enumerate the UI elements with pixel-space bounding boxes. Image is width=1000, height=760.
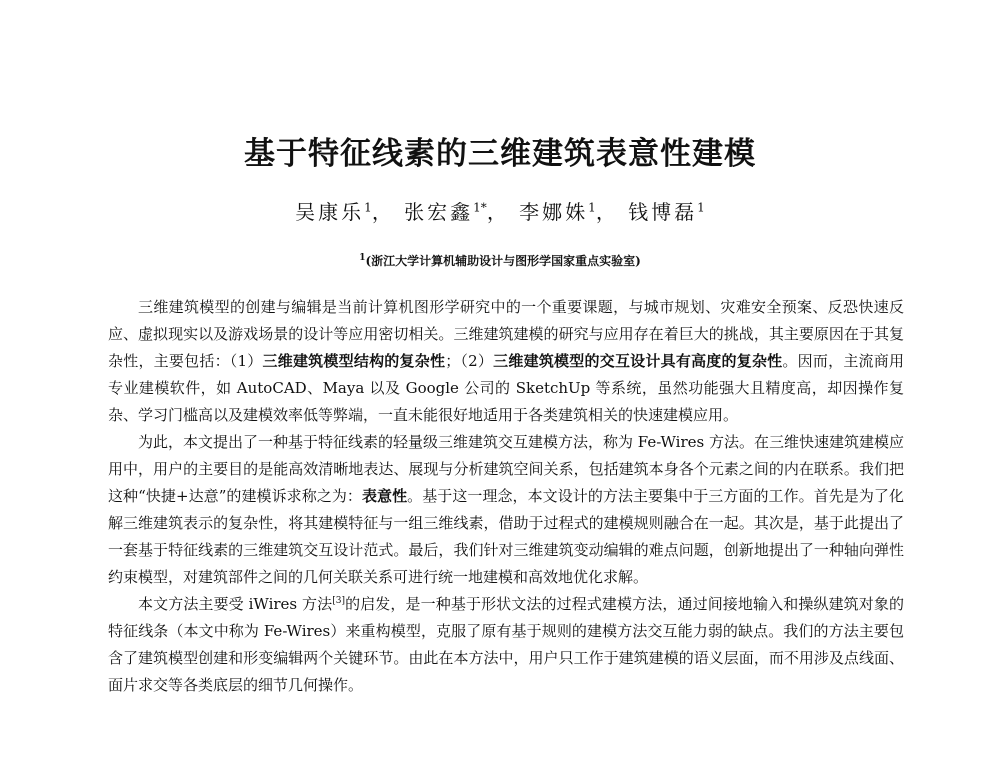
author-separator: ， bbox=[371, 200, 395, 224]
author-name: 李娜姝 bbox=[519, 200, 589, 224]
paragraph-3 bbox=[108, 591, 904, 699]
text-run: 本文方法主要受 iWires 方法 bbox=[138, 595, 333, 613]
author-affiliation-mark: 1 bbox=[697, 200, 705, 215]
affiliation bbox=[0, 252, 1000, 269]
author-separator: ， bbox=[595, 200, 619, 224]
text-run: 。因而，主流商用专业建模软件，如 AutoCAD、Maya 以及 Google 公司的 SketchUp 等系统，虽然功能强大且精度高，却因操作复杂、学习门槛高以及建模效率低等弊端，一直未能很好地适用于各类建筑相关的快速建模应用。 bbox=[108, 352, 904, 424]
author-name: 张宏鑫 bbox=[404, 200, 474, 224]
text-run: 为此，本文提出了一种基于特征线素的轻量级三维建筑交互建模方法，称为 Fe-Wires 方法。在三维快速建筑建模应用中，用户的主要目的是能高效清晰地表达、展现与分析建筑空间关系，包括建筑本身各个元素之间的内在联系。我们把这种“快捷+达意”的建模诉求称之为： bbox=[108, 433, 904, 505]
author-separator: ， bbox=[486, 200, 510, 224]
paragraph-1 bbox=[108, 294, 904, 429]
paragraph-2 bbox=[108, 429, 904, 591]
author-name: 吴康乐 bbox=[295, 200, 365, 224]
text-run: 。基于这一理念，本文设计的方法主要集中于三方面的工作。首先是为了化解三维建筑表示的复杂性，将其建模特征与一组三维线素，借助于过程式的建模规则融合在一起。其次是，基于此提出了一套基于特征线素的三维建筑交互设计范式。最后，我们针对三维建筑变动编辑的难点问题，创新地提出了一种轴向弹性约束模型，对建筑部件之间的几何关联关系可进行统一地建模和高效地优化求解。 bbox=[108, 487, 904, 586]
affiliation-mark: 1 bbox=[359, 253, 366, 263]
citation-ref[interactable]: [3] bbox=[332, 596, 345, 606]
author-affiliation-mark: 1 bbox=[364, 200, 372, 215]
author-line bbox=[0, 196, 1000, 225]
paper-title: 基于特征线素的三维建筑表意性建模 bbox=[244, 136, 756, 172]
affiliation-text: (浙江大学计算机辅助设计与图形学国家重点实验室) bbox=[365, 254, 641, 268]
text-run: ；（2） bbox=[445, 352, 494, 370]
emphasis-text: 三维建筑模型的交互设计具有高度的复杂性 bbox=[493, 352, 783, 370]
body-text bbox=[108, 294, 904, 699]
author-affiliation-mark: 1* bbox=[473, 200, 487, 215]
text-run: 的启发，是一种基于形状文法的过程式建模方法，通过间接地输入和操纵建筑对象的特征线条（本文中称为 Fe-Wires）来重构模型，克服了原有基于规则的建模方法交互能力弱的缺点。我们的方法主要包含了建筑模型创建和形变编辑两个关键环节。由此在本方法中，用户只工作于建筑建模的语义层面，而不用涉及点线面、面片求交等各类底层的细节几何操作。 bbox=[108, 595, 904, 694]
emphasis-text: 三维建筑模型结构的复杂性 bbox=[262, 352, 446, 370]
emphasis-text: 表意性 bbox=[361, 487, 408, 505]
author-name: 钱博磊 bbox=[628, 200, 698, 224]
text-run: 三维建筑模型的创建与编辑是当前计算机图形学研究中的一个重要课题，与城市规划、灾难安全预案、反恐快速反应、虚拟现实以及游戏场景的设计等应用密切相关。三维建筑建模的研究与应用存在着巨大的挑战，其主要原因在于其复杂性，主要包括：（1） bbox=[108, 298, 904, 370]
author-affiliation-mark: 1 bbox=[588, 200, 596, 215]
